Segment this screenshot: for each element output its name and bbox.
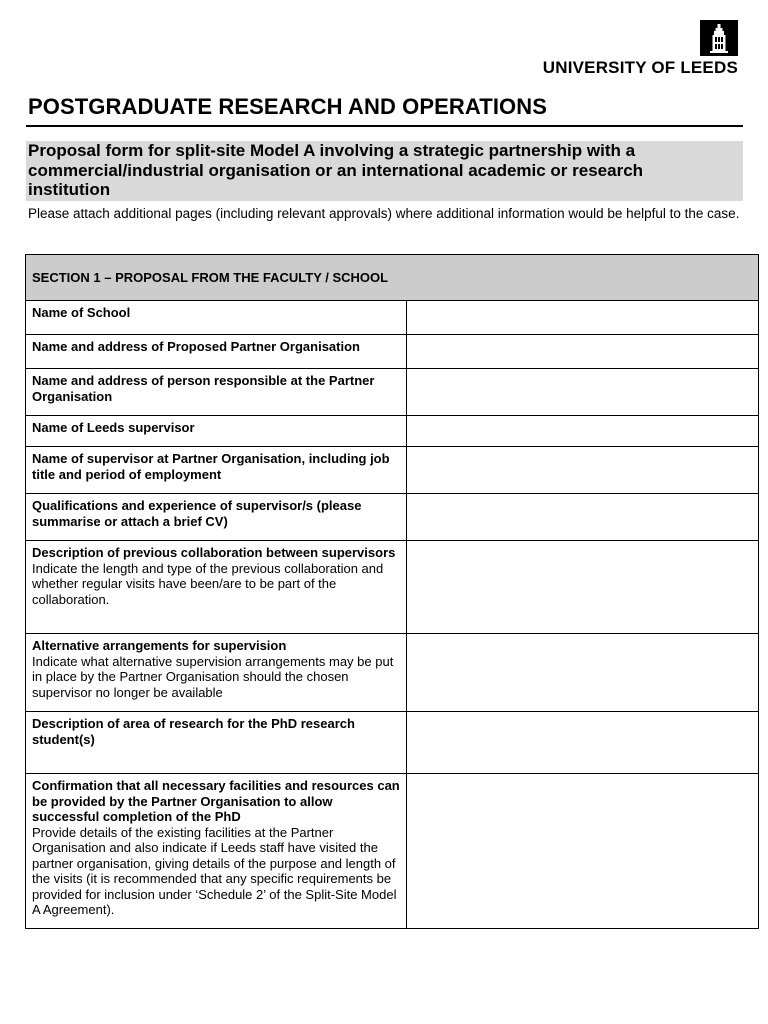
field-label-cell [26,494,407,541]
table-row [26,634,759,712]
table-row [26,416,759,447]
field-label: Name of School [32,305,131,320]
field-detail: Indicate the length and type of the previous collaboration and whether regular visits have been/are to be part of the collaboration. [32,560,384,607]
field-label: Name and address of person responsible at the Partner Organisation [32,373,375,404]
field-label: Qualifications and experience of supervisor/s (please summarise or attach a brief CV) [32,498,362,529]
partner-organisation-field[interactable] [407,335,759,369]
field-label-cell [26,369,407,416]
table-row [26,541,759,634]
table-row [26,494,759,541]
field-label: Description of previous collaboration between supervisors [32,545,396,560]
university-logo [538,20,738,80]
field-label: Name of Leeds supervisor [32,420,195,435]
university-name: UNIVERSITY OF LEEDS [542,58,738,77]
field-label: Alternative arrangements for supervision [32,638,287,653]
field-label: Name of supervisor at Partner Organisation, including job title and period of employment [32,451,390,482]
field-detail: Indicate what alternative supervision arrangements may be put in place by the Partner Organisation should the chosen supervisor no longer be available [32,653,394,700]
field-label: Confirmation that all necessary facilities and resources can be provided by the Partner Organisation to allow successful completion of the PhD [32,778,400,824]
field-detail: Provide details of the existing facilities at the Partner Organisation and also indicate if Leeds staff have visited the partner organisation, giving details of the purpose and length of the visits (it is recommended that any specific requirements be provided for inclusion under ‘Schedule 2’ of the Split-Site Model A Agreement). [32,824,397,917]
field-label-cell [26,634,407,712]
field-label-cell [26,301,407,335]
field-label-cell [26,712,407,774]
table-row [26,447,759,494]
title-divider [26,125,743,127]
page-title: POSTGRADUATE RESEARCH AND OPERATIONS [28,94,547,119]
facilities-confirmation-field[interactable] [407,774,759,929]
table-row [26,774,759,929]
partner-contact-field[interactable] [407,369,759,416]
research-area-field[interactable] [407,712,759,774]
alternative-supervision-field[interactable] [407,634,759,712]
table-row [26,369,759,416]
proposal-title-box [26,141,743,201]
partner-supervisor-field[interactable] [407,447,759,494]
proposal-title-line-2: commercial/industrial organisation or an international academic or research [28,160,644,180]
proposal-title-line-1: Proposal form for split-site Model A involving a strategic partnership with a [28,141,636,160]
university-tower-icon [700,20,738,56]
supervisor-qualifications-field[interactable] [407,494,759,541]
field-label: Name and address of Proposed Partner Organisation [32,339,360,354]
section-1-form-table [25,254,759,929]
section-header-row [26,255,759,301]
field-label-cell [26,447,407,494]
table-row [26,301,759,335]
field-label-cell [26,335,407,369]
field-label-cell [26,774,407,929]
field-label-cell [26,541,407,634]
proposal-title-line-3: institution [28,180,111,199]
proposal-title [28,141,743,200]
section-1-heading: SECTION 1 – PROPOSAL FROM THE FACULTY / SCHOOL [26,255,759,301]
table-row [26,335,759,369]
intro-note: Please attach additional pages (including relevant approvals) where additional information would be helpful to the case. [28,206,740,221]
table-row [26,712,759,774]
previous-collaboration-field[interactable] [407,541,759,634]
field-label: Description of area of research for the PhD research student(s) [32,716,355,747]
name-of-school-field[interactable] [407,301,759,335]
leeds-supervisor-field[interactable] [407,416,759,447]
field-label-cell [26,416,407,447]
